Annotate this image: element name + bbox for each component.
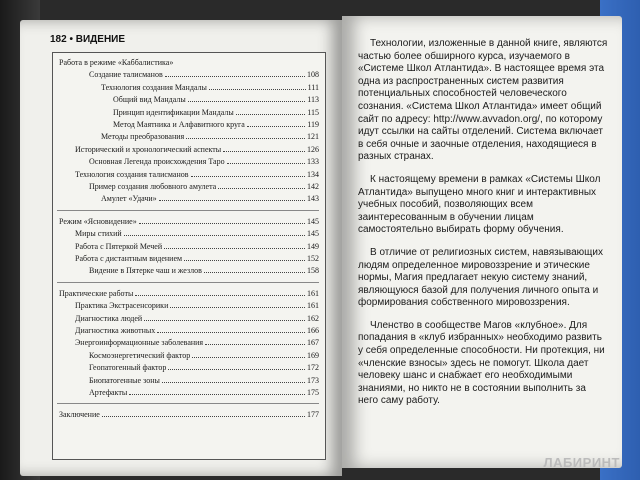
toc-entry-title: Пример создания любовного амулета <box>89 182 217 191</box>
toc-entry[interactable] <box>75 300 319 311</box>
toc-entry-title: Принцип идентификации Мандалы <box>113 107 234 117</box>
section-divider <box>57 210 319 211</box>
toc-leader-dots <box>191 169 305 177</box>
toc-entry[interactable] <box>89 69 319 80</box>
toc-entry-title: Энергоинформационные заболевания <box>75 338 204 348</box>
toc-page-number: 169 <box>307 350 319 360</box>
toc-entry[interactable] <box>59 57 319 68</box>
toc-entry[interactable] <box>75 169 319 180</box>
body-text <box>358 38 608 418</box>
toc-entry-title: Общий вид Мандалы <box>113 95 186 105</box>
toc-entry-title: Амулет «Удачи» <box>101 194 157 204</box>
toc-leader-dots <box>159 193 305 201</box>
right-page <box>342 16 622 468</box>
toc-page-number: 145 <box>307 216 319 226</box>
toc-leader-dots <box>188 94 306 102</box>
toc-leader-dots <box>168 362 305 370</box>
toc-leader-dots <box>162 375 305 383</box>
toc-leader-dots <box>247 119 305 127</box>
toc-page-number: 161 <box>307 301 319 311</box>
paragraph: В отличие от религиозных систем, навязывающих людям определенное мировоззрение и этические нормы, Магия предлагает некую систему знаний, являющуюся базой для получения личного опыта и формирования собственного мировоззрения. <box>358 246 603 309</box>
table-of-contents <box>52 52 326 460</box>
toc-page-number: 115 <box>307 107 319 117</box>
toc-leader-dots <box>129 387 305 395</box>
toc-entry[interactable] <box>75 325 319 336</box>
toc-page-number: 143 <box>307 194 319 204</box>
toc-page-number: 111 <box>307 82 319 92</box>
toc-page-number: 172 <box>307 363 319 373</box>
toc-entry[interactable] <box>89 350 319 361</box>
toc-entry[interactable] <box>75 337 319 348</box>
toc-entry[interactable] <box>89 156 319 167</box>
toc-entry[interactable] <box>89 375 319 386</box>
toc-entry-title: Исторический и хронологический аспекты <box>75 144 222 154</box>
toc-page-number: 173 <box>307 375 319 385</box>
toc-entry[interactable] <box>113 107 319 118</box>
toc-entry[interactable] <box>113 119 319 130</box>
toc-page-number: 108 <box>307 70 319 80</box>
toc-leader-dots <box>192 350 305 358</box>
toc-page-number: 177 <box>307 410 319 420</box>
toc-entry-title: Диагностика животных <box>75 326 156 335</box>
toc-entry-title: Метод Маятника и Алфавитного круга <box>113 120 245 129</box>
toc-entry-title: Работа с дистантным видением <box>75 254 183 263</box>
toc-entry[interactable] <box>101 193 319 204</box>
toc-entry-title: Миры стихий <box>75 229 122 239</box>
toc-page-number: 162 <box>307 313 319 323</box>
toc-page-number: 142 <box>307 182 319 191</box>
toc-entry-title: Геопатогенный фактор <box>89 363 167 373</box>
toc-leader-dots <box>139 216 305 224</box>
toc-page-number: 166 <box>307 326 319 335</box>
toc-entry-title: Работа с Пятеркой Мечей <box>75 241 163 251</box>
toc-leader-dots <box>102 409 305 417</box>
section-divider <box>57 282 319 283</box>
toc-entry-title: Создание талисманов <box>89 70 163 80</box>
toc-leader-dots <box>227 156 305 164</box>
watermark-logo: ЛАБИРИНТ <box>543 455 620 470</box>
toc-leader-dots <box>164 241 305 249</box>
toc-entry-title: Диагностика людей <box>75 313 143 323</box>
toc-leader-dots <box>157 325 305 333</box>
toc-page-number: 121 <box>307 132 319 142</box>
toc-entry-title: Работа в режиме «Каббалистика» <box>59 58 174 67</box>
toc-leader-dots <box>184 253 305 261</box>
toc-page-number: 126 <box>307 144 319 154</box>
toc-entry-title: Основная Легенда происхождения Таро <box>89 157 225 167</box>
toc-entry[interactable] <box>101 82 319 93</box>
toc-entry-title: Технология создания талисманов <box>75 169 189 179</box>
toc-leader-dots <box>135 288 305 296</box>
toc-entry-title: Технология создания Мандалы <box>101 82 207 92</box>
toc-entry[interactable] <box>89 362 319 373</box>
toc-entry[interactable] <box>89 181 319 192</box>
toc-entry[interactable] <box>75 144 319 155</box>
toc-entry[interactable] <box>75 241 319 252</box>
toc-entry-title: Артефакты <box>89 388 128 397</box>
toc-page-number: 119 <box>307 120 319 129</box>
toc-page-number: 149 <box>307 241 319 251</box>
toc-entry[interactable] <box>113 94 319 105</box>
paragraph: Технологии, изложенные в данной книге, являются частью более обширного курса, изучаемого в «Системе Школ Атлантида». В настоящее время эта одна из распространенных систем развития потенциальных способностей человеческого сознания. «Система Школ Атлантида» имеет общий сайт по адресу: http://www.avvadon.org/, по которому идут ссылки на сайты отделений. Система включает в себя очные и заочные отделения, находящиеся в разных странах. <box>358 38 608 163</box>
toc-entry-title: Режим «Ясновидение» <box>59 216 137 226</box>
toc-page-number: 158 <box>307 266 319 276</box>
toc-entry[interactable] <box>89 387 319 398</box>
toc-entry-title: Космоэнергетический фактор <box>89 350 191 360</box>
toc-leader-dots <box>236 107 306 115</box>
toc-leader-dots <box>186 131 305 139</box>
paragraph: Членство в сообществе Магов «клубное». Для попадания в «клуб избранных» необходимо развить у себя определенные способности. Ни протекция, ни «членские взносы» здесь не помогут. Школа дает человеку шанс и снабжает его необходимыми знаниями, но никто не в состоянии выполнить за него саму работу. <box>358 319 605 407</box>
toc-page-number: 145 <box>307 229 319 239</box>
toc-entry[interactable] <box>59 288 319 299</box>
toc-leader-dots <box>218 181 305 189</box>
toc-leader-dots <box>205 337 305 345</box>
toc-entry[interactable] <box>101 131 319 142</box>
toc-entry-title: Практические работы <box>59 288 134 298</box>
toc-page-number: 134 <box>307 169 319 179</box>
toc-entry[interactable] <box>75 313 319 324</box>
toc-entry-title: Биопатогенные зоны <box>89 375 160 385</box>
section-divider <box>57 403 319 404</box>
toc-leader-dots <box>124 228 305 236</box>
toc-entry[interactable] <box>59 216 319 227</box>
toc-leader-dots <box>144 313 305 321</box>
toc-leader-dots <box>170 300 305 308</box>
toc-page-number: 161 <box>307 288 319 298</box>
toc-page-number: 133 <box>307 157 319 167</box>
toc-entry[interactable] <box>59 409 319 420</box>
toc-page-number: 175 <box>307 388 319 397</box>
toc-page-number: 167 <box>307 338 319 348</box>
toc-leader-dots <box>165 69 305 77</box>
toc-entry-title: Практика Экстрасенсорики <box>75 301 169 311</box>
toc-page-number: 152 <box>307 254 319 263</box>
paragraph: К настоящему времени в рамках «Системы Школ Атлантида» выпущено много книг и интерактивных учебных пособий, позволяющих всем заинтересованным в обучении лицам самостоятельно выбирать форму обучения. <box>358 173 601 236</box>
toc-leader-dots <box>204 265 305 273</box>
toc-entry[interactable] <box>89 265 319 276</box>
toc-entry[interactable] <box>75 253 319 264</box>
toc-entry[interactable] <box>75 228 319 239</box>
running-head: 182 • ВИДЕНИЕ <box>50 34 126 45</box>
toc-leader-dots <box>223 144 305 152</box>
toc-entry-title: Методы преобразования <box>101 132 185 142</box>
toc-entry-title: Видение в Пятерке чаш и жезлов <box>89 266 202 276</box>
toc-entry-title: Заключение <box>59 410 100 420</box>
toc-leader-dots <box>209 82 306 90</box>
toc-page-number: 113 <box>307 95 319 105</box>
